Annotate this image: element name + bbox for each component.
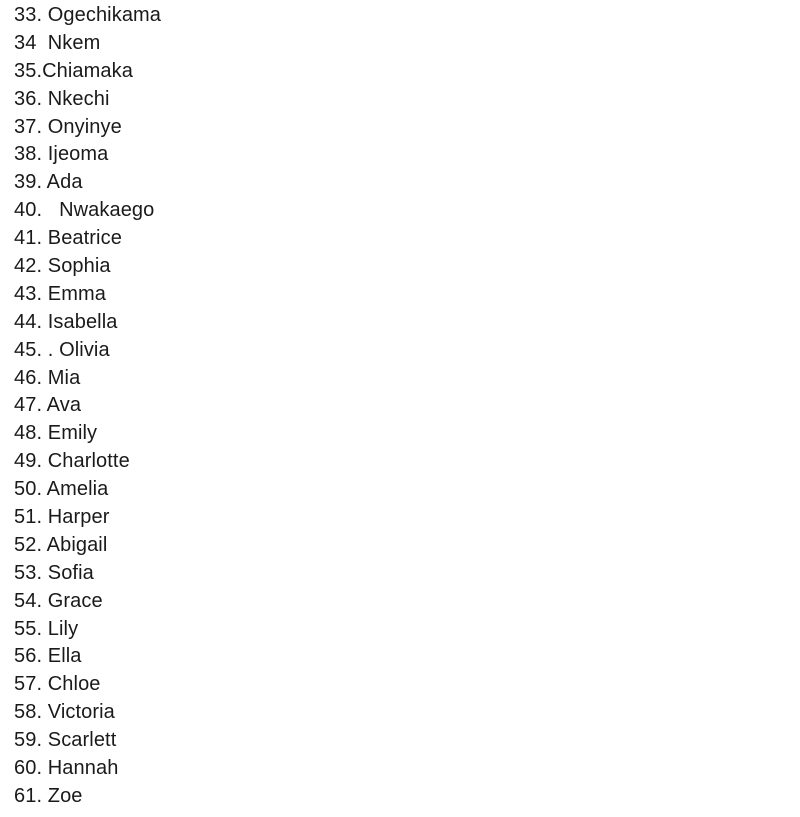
- list-item: 46. Mia: [14, 366, 81, 389]
- list-item: 50. Amelia: [14, 478, 109, 501]
- list-item: 60. Hannah: [14, 757, 119, 780]
- list-item: 33. Ogechikama: [14, 4, 162, 26]
- list-item: 57. Chloe: [14, 673, 101, 696]
- list-item: 52. Abigail: [14, 533, 108, 556]
- list-item: 34 Nkem: [14, 31, 101, 54]
- list-item: 41. Beatrice: [14, 227, 122, 250]
- list-item: 48. Emily: [14, 422, 98, 445]
- list-item: 56. Ella: [14, 645, 82, 668]
- list-item: 37. Onyinye: [14, 115, 122, 138]
- list-item: 38. Ijeoma: [14, 143, 109, 166]
- list-item: 40. Nwakaego: [14, 199, 155, 222]
- list-item: 51. Harper: [14, 506, 110, 529]
- name-list: [14, 1, 161, 810]
- list-item: 54. Grace: [14, 589, 103, 612]
- list-item: 36. Nkechi: [14, 87, 110, 110]
- list-item: 59. Scarlett: [14, 729, 117, 752]
- list-item: 44. Isabella: [14, 310, 118, 333]
- list-item: 53. Sofia: [14, 561, 94, 584]
- list-item: 58. Victoria: [14, 701, 115, 724]
- list-item: 61. Zoe: [14, 784, 83, 807]
- list-item: 35.Chiamaka: [14, 59, 133, 82]
- list-item: 42. Sophia: [14, 255, 111, 278]
- list-item: 43. Emma: [14, 282, 106, 305]
- list-item: 39. Ada: [14, 171, 83, 194]
- list-item: 49. Charlotte: [14, 450, 130, 473]
- list-item: 47. Ava: [14, 394, 82, 417]
- list-item: 55. Lily: [14, 617, 79, 640]
- list-item: 45. . Olivia: [14, 338, 110, 361]
